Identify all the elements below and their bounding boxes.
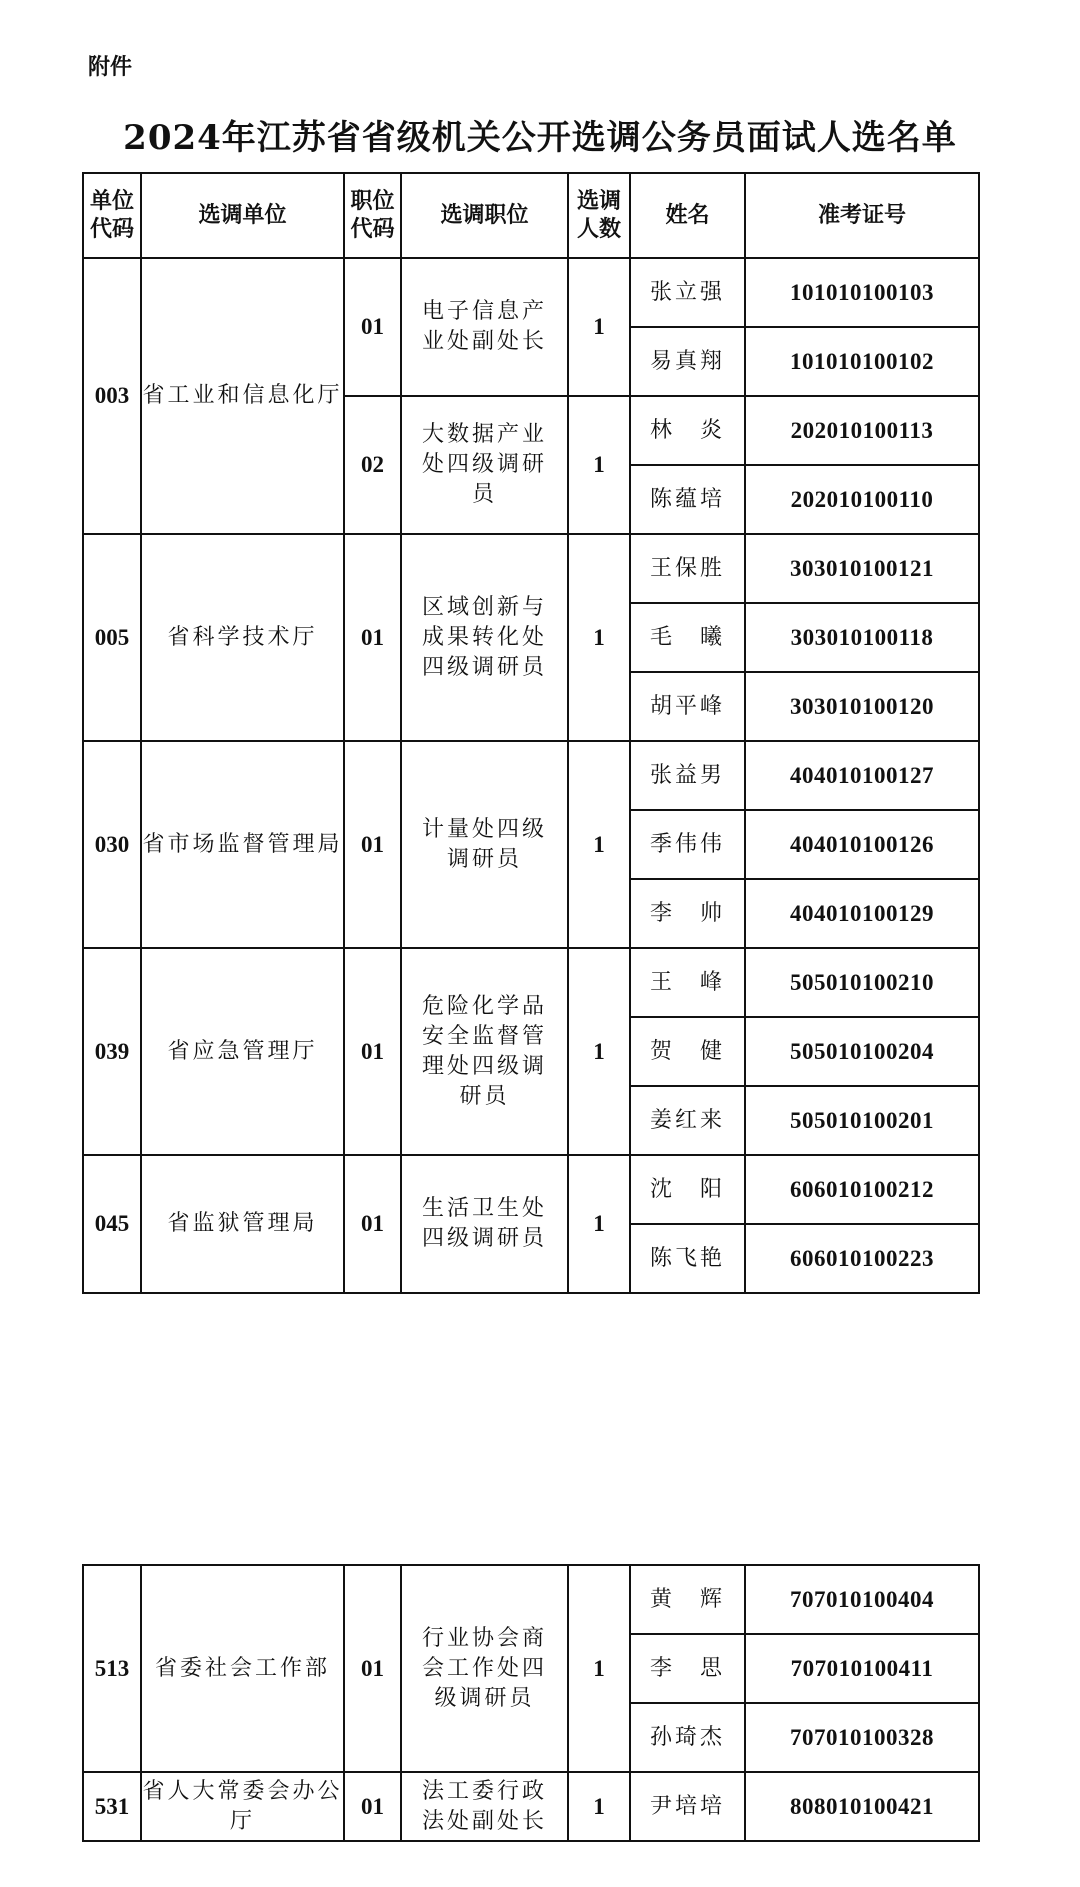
candidate-name-cell: 李 思	[630, 1634, 745, 1703]
ticket-number-cell: 404010100129	[745, 879, 979, 948]
position-code-cell: 02	[344, 396, 401, 534]
unit-name-cell: 省应急管理厅	[141, 948, 344, 1155]
position-title-cell: 法工委行政法处副处长	[401, 1772, 568, 1841]
header-row	[83, 173, 979, 258]
position-title-cell: 生活卫生处四级调研员	[401, 1155, 568, 1293]
candidate-name-cell: 易真翔	[630, 327, 745, 396]
position-count-cell: 1	[568, 534, 630, 741]
table-body-continued	[83, 1565, 979, 1841]
candidate-table-continued	[82, 1564, 980, 1842]
candidate-name-cell: 贺 健	[630, 1017, 745, 1086]
ticket-number-cell: 404010100127	[745, 741, 979, 810]
table-row	[83, 1772, 979, 1841]
header-unit: 选调单位	[141, 173, 344, 258]
position-title-cell: 区域创新与成果转化处四级调研员	[401, 534, 568, 741]
candidate-name-cell: 张益男	[630, 741, 745, 810]
ticket-number-cell: 505010100210	[745, 948, 979, 1017]
ticket-number-cell: 707010100328	[745, 1703, 979, 1772]
candidate-name-cell: 陈蕴培	[630, 465, 745, 534]
candidate-name-cell: 张立强	[630, 258, 745, 327]
table-body	[83, 258, 979, 1293]
candidate-name-cell: 季伟伟	[630, 810, 745, 879]
candidate-name-cell: 李 帅	[630, 879, 745, 948]
position-count-cell: 1	[568, 948, 630, 1155]
table-header	[83, 173, 979, 258]
candidate-name-cell: 沈 阳	[630, 1155, 745, 1224]
ticket-number-cell: 303010100121	[745, 534, 979, 603]
candidate-name-cell: 尹培培	[630, 1772, 745, 1841]
unit-code-cell: 513	[83, 1565, 141, 1772]
unit-code-cell: 003	[83, 258, 141, 534]
ticket-number-cell: 707010100404	[745, 1565, 979, 1634]
unit-name-cell: 省工业和信息化厅	[141, 258, 344, 534]
position-code-cell: 01	[344, 741, 401, 948]
header-unit-code: 单位代码	[83, 173, 141, 258]
unit-name-cell: 省市场监督管理局	[141, 741, 344, 948]
unit-name-cell: 省人大常委会办公厅	[141, 1772, 344, 1841]
candidate-name-cell: 王保胜	[630, 534, 745, 603]
position-title-cell: 电子信息产业处副处长	[401, 258, 568, 396]
position-count-cell: 1	[568, 396, 630, 534]
attachment-label: 附件	[88, 55, 133, 80]
table-row	[83, 1565, 979, 1634]
candidate-name-cell: 毛 曦	[630, 603, 745, 672]
ticket-number-cell: 606010100212	[745, 1155, 979, 1224]
table-row	[83, 1155, 979, 1224]
unit-code-cell: 039	[83, 948, 141, 1155]
ticket-number-cell: 505010100204	[745, 1017, 979, 1086]
unit-name-cell: 省委社会工作部	[141, 1565, 344, 1772]
table-row	[83, 534, 979, 603]
ticket-number-cell: 707010100411	[745, 1634, 979, 1703]
candidate-name-cell: 孙琦杰	[630, 1703, 745, 1772]
position-count-cell: 1	[568, 1155, 630, 1293]
ticket-number-cell: 202010100110	[745, 465, 979, 534]
candidate-name-cell: 胡平峰	[630, 672, 745, 741]
table-row	[83, 948, 979, 1017]
unit-code-cell: 005	[83, 534, 141, 741]
position-title-cell: 行业协会商会工作处四级调研员	[401, 1565, 568, 1772]
candidate-name-cell: 王 峰	[630, 948, 745, 1017]
position-title-cell: 大数据产业处四级调研员	[401, 396, 568, 534]
header-name: 姓名	[630, 173, 745, 258]
candidate-name-cell: 黄 辉	[630, 1565, 745, 1634]
table-row	[83, 741, 979, 810]
ticket-number-cell: 303010100120	[745, 672, 979, 741]
candidate-name-cell: 姜红来	[630, 1086, 745, 1155]
ticket-number-cell: 606010100223	[745, 1224, 979, 1293]
position-code-cell: 01	[344, 1155, 401, 1293]
ticket-number-cell: 101010100102	[745, 327, 979, 396]
position-count-cell: 1	[568, 741, 630, 948]
header-position: 选调职位	[401, 173, 568, 258]
page-title: 2024年江苏省省级机关公开选调公务员面试人选名单	[123, 118, 957, 158]
position-count-cell: 1	[568, 258, 630, 396]
position-code-cell: 01	[344, 534, 401, 741]
position-count-cell: 1	[568, 1772, 630, 1841]
ticket-number-cell: 101010100103	[745, 258, 979, 327]
header-count: 选调人数	[568, 173, 630, 258]
position-code-cell: 01	[344, 1772, 401, 1841]
header-ticket: 准考证号	[745, 173, 979, 258]
candidate-table	[82, 172, 980, 1294]
header-position-code: 职位代码	[344, 173, 401, 258]
position-code-cell: 01	[344, 258, 401, 396]
position-title-cell: 危险化学品安全监督管理处四级调研员	[401, 948, 568, 1155]
candidate-name-cell: 陈飞艳	[630, 1224, 745, 1293]
ticket-number-cell: 303010100118	[745, 603, 979, 672]
position-code-cell: 01	[344, 948, 401, 1155]
ticket-number-cell: 505010100201	[745, 1086, 979, 1155]
ticket-number-cell: 404010100126	[745, 810, 979, 879]
table-row	[83, 258, 979, 327]
unit-code-cell: 531	[83, 1772, 141, 1841]
ticket-number-cell: 808010100421	[745, 1772, 979, 1841]
position-code-cell: 01	[344, 1565, 401, 1772]
position-count-cell: 1	[568, 1565, 630, 1772]
position-title-cell: 计量处四级调研员	[401, 741, 568, 948]
unit-name-cell: 省科学技术厅	[141, 534, 344, 741]
unit-name-cell: 省监狱管理局	[141, 1155, 344, 1293]
candidate-name-cell: 林 炎	[630, 396, 745, 465]
unit-code-cell: 030	[83, 741, 141, 948]
unit-code-cell: 045	[83, 1155, 141, 1293]
ticket-number-cell: 202010100113	[745, 396, 979, 465]
